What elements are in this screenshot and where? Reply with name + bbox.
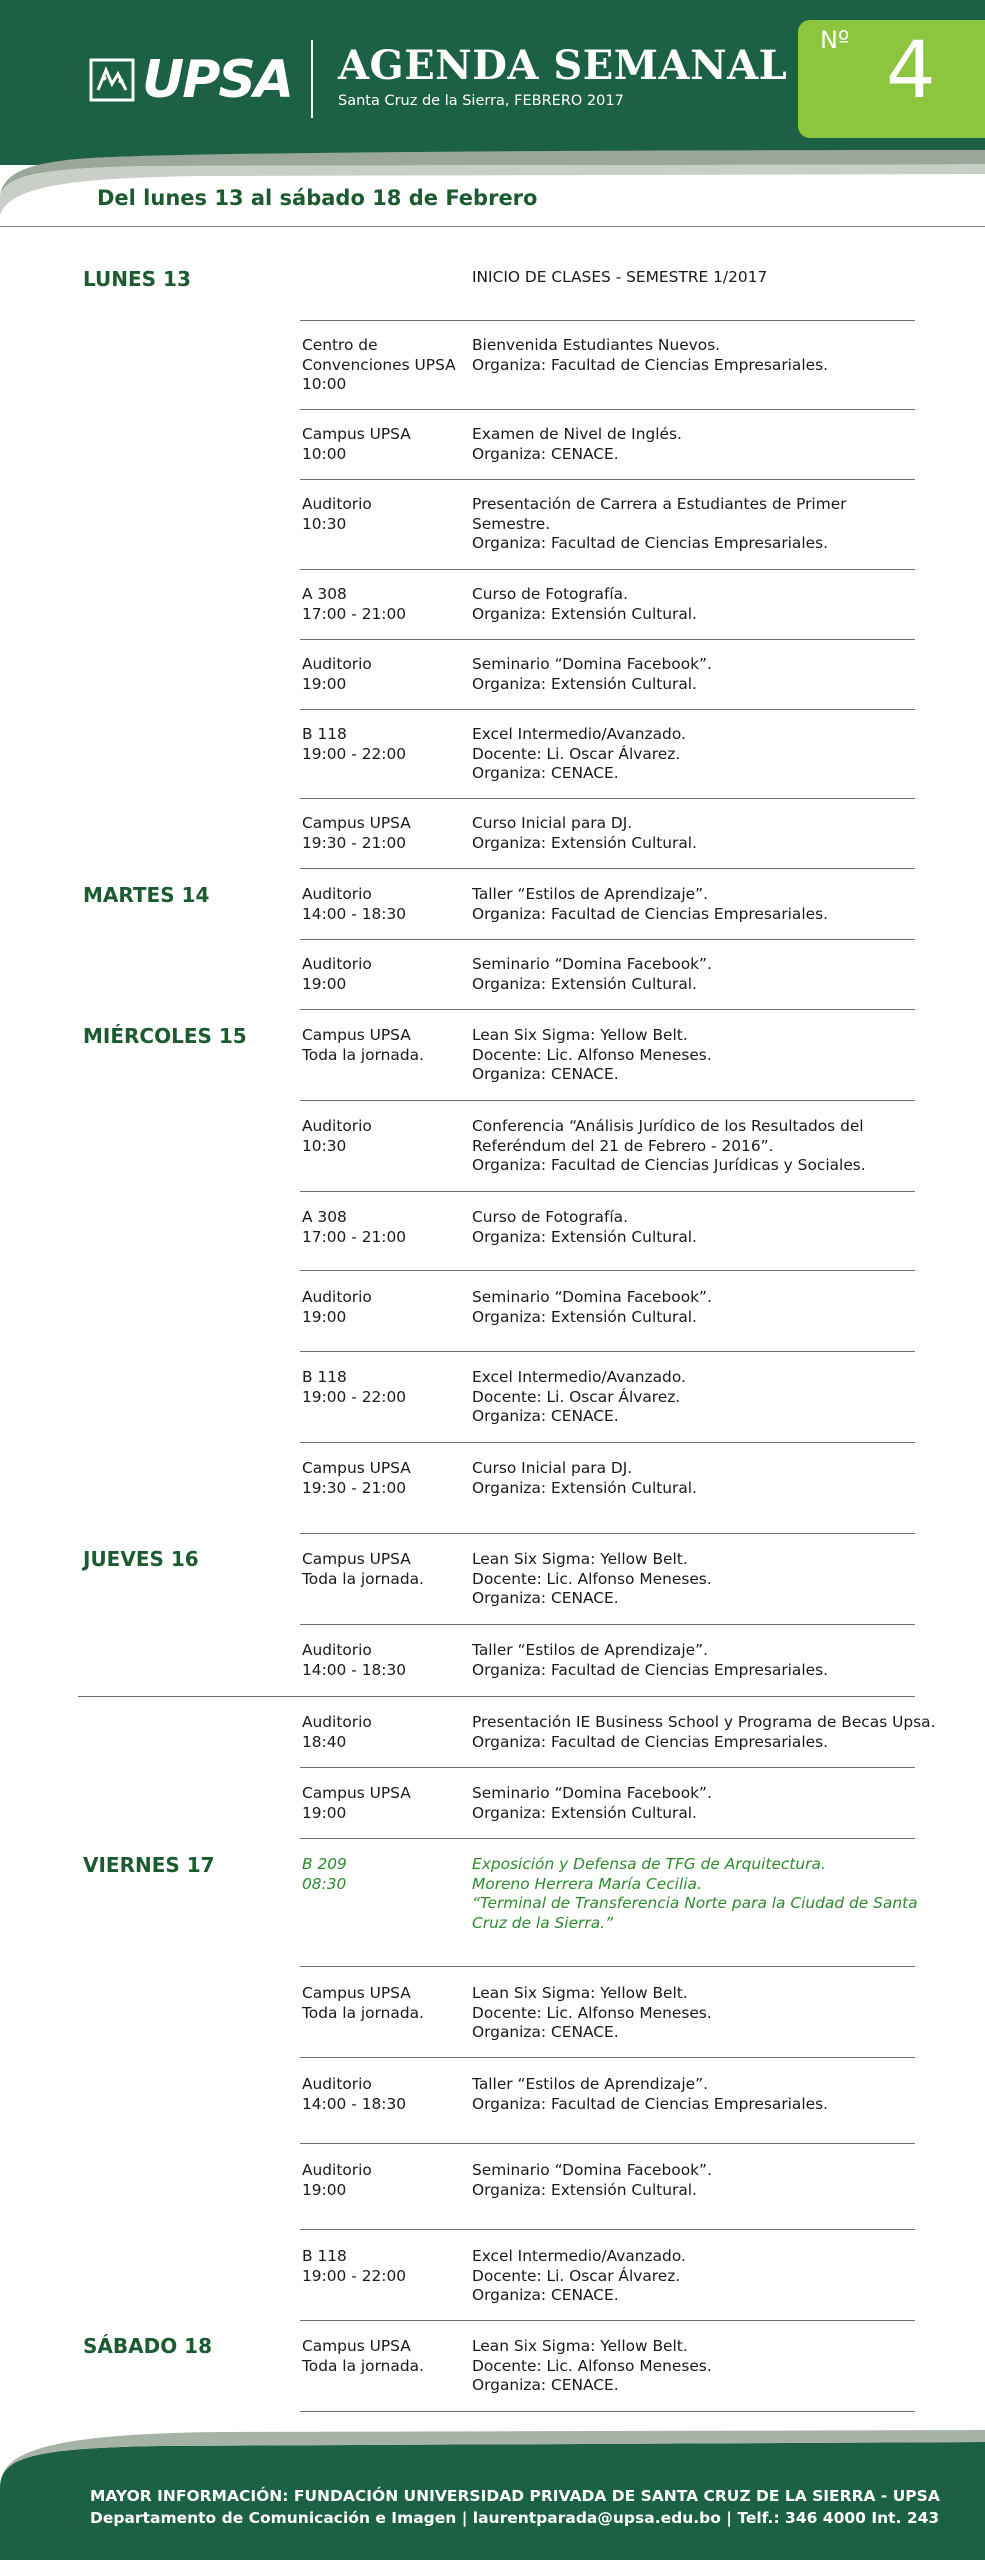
event-description-line: Organiza: Extensión Cultural. xyxy=(472,1227,697,1246)
event-place-line: 19:00 - 22:00 xyxy=(302,1387,407,1406)
separator xyxy=(300,2143,915,2144)
event-place-time xyxy=(302,495,467,534)
event-description-line: Organiza: Extensión Cultural. xyxy=(472,1478,697,1497)
event-place-time xyxy=(302,1713,467,1752)
event-place-line: 10:00 xyxy=(302,444,347,463)
event-place-time xyxy=(302,1984,467,2023)
event-description-line: Docente: Lic. Alfonso Meneses. xyxy=(472,2356,712,2375)
event-place-time xyxy=(302,336,467,395)
separator xyxy=(300,1191,915,1192)
event-place-time xyxy=(302,2337,467,2376)
event-description-line: Lean Six Sigma: Yellow Belt. xyxy=(472,1550,688,1568)
event-place-line: Auditorio xyxy=(302,955,372,973)
event-description xyxy=(472,1855,917,1933)
event-description-line: Docente: Li. Oscar Álvarez. xyxy=(472,1387,681,1406)
event-description-line: Moreno Herrera María Cecilia. xyxy=(472,1874,702,1893)
event-place-line: 14:00 - 18:30 xyxy=(302,904,407,923)
event-place-time xyxy=(302,814,467,853)
event-place-line: 10:30 xyxy=(302,1136,347,1155)
separator xyxy=(300,1624,915,1625)
event-place-line: B 118 xyxy=(302,1368,347,1386)
event-place-time xyxy=(302,1368,467,1407)
event-place-time xyxy=(302,725,467,764)
event-place-line: Auditorio xyxy=(302,2075,372,2093)
day-label: SÁBADO 18 xyxy=(83,2334,213,2358)
event-place-line: Campus UPSA xyxy=(302,1026,411,1044)
event-description xyxy=(472,1984,917,2043)
event-place-time xyxy=(302,1855,467,1894)
event-description xyxy=(472,1713,936,1752)
event-description-line: Organiza: CENACE. xyxy=(472,1065,619,1083)
event-place-line: Campus UPSA xyxy=(302,425,411,443)
event-description-line: Presentación de Carrera a Estudiantes de Primer xyxy=(472,495,847,513)
event-description-line: Organiza: Extensión Cultural. xyxy=(472,604,697,623)
separator xyxy=(300,2229,915,2230)
page-title: AGENDA SEMANAL xyxy=(338,42,788,89)
event-place-line: Campus UPSA xyxy=(302,1550,411,1568)
event-place-line: 19:00 xyxy=(302,1803,347,1822)
event-description xyxy=(472,1026,917,1085)
event-description-line: Organiza: Facultad de Ciencias Empresariales. xyxy=(472,1660,829,1679)
separator xyxy=(300,868,915,869)
event-description-line: Organiza: Facultad de Ciencias Empresariales. xyxy=(472,2094,829,2113)
footer xyxy=(0,2428,985,2560)
separator xyxy=(300,1009,915,1010)
separator xyxy=(300,1838,915,1839)
event-description xyxy=(472,336,917,375)
event-description-line: Taller “Estilos de Aprendizaje”. xyxy=(472,1641,708,1659)
event-place-line: Campus UPSA xyxy=(302,1784,411,1802)
event-place-line: 10:00 xyxy=(302,375,347,393)
separator xyxy=(300,1351,915,1352)
event-place-line: Auditorio xyxy=(302,495,372,513)
event-description-line: Cruz de la Sierra.” xyxy=(472,1913,613,1932)
separator xyxy=(300,939,915,940)
event-description-line: Organiza: CENACE. xyxy=(472,2376,619,2394)
event-description-line: Seminario “Domina Facebook”. xyxy=(472,1288,712,1306)
event-place-line: 19:00 - 22:00 xyxy=(302,744,407,763)
event-place-line: Campus UPSA xyxy=(302,1984,411,2002)
event-place-time xyxy=(302,885,467,924)
event-description xyxy=(472,2075,917,2114)
separator xyxy=(300,798,915,799)
event-place-line: B 118 xyxy=(302,725,347,743)
event-description xyxy=(472,1208,917,1247)
separator xyxy=(300,409,915,410)
footer-contact: Departamento de Comunicación e Imagen | laurentparada@upsa.edu.bo | Telf.: 346 4000 Int. 243 xyxy=(90,2509,940,2527)
event-description-line: Docente: Li. Oscar Álvarez. xyxy=(472,744,681,763)
header-divider xyxy=(311,40,313,118)
event-place-time xyxy=(302,1550,467,1589)
event-description xyxy=(472,814,917,853)
event-description-line: Conferencia “Análisis Jurídico de los Resultados del xyxy=(472,1117,864,1135)
separator xyxy=(300,569,915,570)
event-description-line: Curso de Fotografía. xyxy=(472,585,629,603)
event-place-line: Campus UPSA xyxy=(302,814,411,832)
event-place-time xyxy=(302,1117,467,1156)
separator xyxy=(300,639,915,640)
event-place-line: Toda la jornada. xyxy=(302,2003,424,2022)
event-place-line: Auditorio xyxy=(302,885,372,903)
event-description-line: Seminario “Domina Facebook”. xyxy=(472,2161,712,2179)
event-description-line: Organiza: Extensión Cultural. xyxy=(472,833,697,852)
separator xyxy=(300,1442,915,1443)
separator xyxy=(300,2411,915,2412)
event-place-line: 19:00 xyxy=(302,974,347,993)
event-place-time xyxy=(302,1026,467,1065)
event-description-line: Organiza: CENACE. xyxy=(472,444,619,463)
upsa-emblem-icon xyxy=(88,56,136,104)
event-description-line: Organiza: CENACE. xyxy=(472,2286,619,2304)
event-description-line: Examen de Nivel de Inglés. xyxy=(472,425,682,443)
event-description-line: Organiza: Extensión Cultural. xyxy=(472,974,697,993)
event-description xyxy=(472,1784,917,1823)
event-place-line: 19:00 - 22:00 xyxy=(302,2266,407,2285)
day-label: MARTES 14 xyxy=(83,883,210,907)
event-description xyxy=(472,1550,917,1609)
day-label: MIÉRCOLES 15 xyxy=(83,1024,247,1048)
event-description-line: Lean Six Sigma: Yellow Belt. xyxy=(472,1984,688,2002)
event-description xyxy=(472,655,917,694)
footer-info: MAYOR INFORMACIÓN: FUNDACIÓN UNIVERSIDAD PRIVADA DE SANTA CRUZ DE LA SIERRA - UPSA xyxy=(90,2487,940,2505)
separator xyxy=(300,1100,915,1101)
event-place-time xyxy=(302,2075,467,2114)
event-description-line: Organiza: Facultad de Ciencias Empresariales. xyxy=(472,1732,829,1751)
event-place-line: 17:00 - 21:00 xyxy=(302,1227,407,1246)
event-place-line: 10:30 xyxy=(302,514,347,533)
event-description-line: Organiza: Extensión Cultural. xyxy=(472,674,697,693)
event-place-line: 14:00 - 18:30 xyxy=(302,1660,407,1679)
separator xyxy=(300,1966,915,1967)
event-place-line: Campus UPSA xyxy=(302,2337,411,2355)
separator xyxy=(300,320,915,321)
event-place-line: Toda la jornada. xyxy=(302,1569,424,1588)
event-place-line: Toda la jornada. xyxy=(302,2356,424,2375)
event-description-line: Docente: Li. Oscar Álvarez. xyxy=(472,2266,681,2285)
event-place-time xyxy=(302,425,467,464)
event-description xyxy=(472,2247,917,2306)
event-place-line: Toda la jornada. xyxy=(302,1045,424,1064)
event-place-time xyxy=(302,585,467,624)
event-place-time xyxy=(302,1784,467,1823)
event-place-line: 19:00 xyxy=(302,2180,347,2199)
logo-text: UPSA xyxy=(142,50,293,110)
event-description-line: Organiza: Extensión Cultural. xyxy=(472,1803,697,1822)
day-label: VIERNES 17 xyxy=(83,1853,215,1877)
event-description xyxy=(472,1641,917,1680)
event-place-time xyxy=(302,1459,467,1498)
separator xyxy=(300,2057,915,2058)
event-description-line: Excel Intermedio/Avanzado. xyxy=(472,725,686,743)
separator xyxy=(300,709,915,710)
event-description-line: Curso Inicial para DJ. xyxy=(472,814,633,832)
event-description-line: Semestre. xyxy=(472,514,551,533)
event-description xyxy=(472,1459,917,1498)
event-description-line: Excel Intermedio/Avanzado. xyxy=(472,2247,686,2265)
event-description xyxy=(472,2337,917,2396)
separator xyxy=(300,1533,915,1534)
event-place-line: A 308 xyxy=(302,585,347,603)
event-description xyxy=(472,425,917,464)
event-place-line: 19:30 - 21:00 xyxy=(302,1478,407,1497)
separator xyxy=(300,1270,915,1271)
event-description xyxy=(472,2161,917,2200)
event-description-line: Seminario “Domina Facebook”. xyxy=(472,955,712,973)
event-description-line: Organiza: Facultad de Ciencias Empresariales. xyxy=(472,355,829,374)
event-description xyxy=(472,585,917,624)
event-place-line: 19:00 xyxy=(302,1307,347,1326)
event-place-line: A 308 xyxy=(302,1208,347,1226)
event-place-time xyxy=(302,1641,467,1680)
event-place-line: Campus UPSA xyxy=(302,1459,411,1477)
event-description-line: Organiza: Extensión Cultural. xyxy=(472,2180,697,2199)
event-description-line: Organiza: CENACE. xyxy=(472,1407,619,1425)
event-description xyxy=(472,725,917,784)
event-place-line: 19:00 xyxy=(302,674,347,693)
event-place-line: 17:00 - 21:00 xyxy=(302,604,407,623)
separator xyxy=(300,479,915,480)
event-description-line: Taller “Estilos de Aprendizaje”. xyxy=(472,885,708,903)
event-description xyxy=(472,1368,917,1427)
divider xyxy=(0,226,985,227)
event-description-line: Taller “Estilos de Aprendizaje”. xyxy=(472,2075,708,2093)
event-place-line: 19:30 - 21:00 xyxy=(302,833,407,852)
separator xyxy=(300,1767,915,1768)
event-place-line: B 209 xyxy=(302,1855,347,1873)
day-label: LUNES 13 xyxy=(83,267,191,291)
issue-number-label: Nº xyxy=(820,26,850,54)
event-place-time xyxy=(302,2247,467,2286)
event-description-line: Curso Inicial para DJ. xyxy=(472,1459,633,1477)
upsa-logo xyxy=(88,50,298,110)
event-place-line: Auditorio xyxy=(302,655,372,673)
event-description-line: INICIO DE CLASES - SEMESTRE 1/2017 xyxy=(472,268,768,286)
event-place-time xyxy=(302,1208,467,1247)
day-label: JUEVES 16 xyxy=(83,1547,199,1571)
week-range-title: Del lunes 13 al sábado 18 de Febrero xyxy=(97,186,538,210)
event-place-time xyxy=(302,955,467,994)
event-place-line: 18:40 xyxy=(302,1732,347,1751)
event-place-line: Auditorio xyxy=(302,1288,372,1306)
separator xyxy=(78,1696,915,1697)
event-place-line: 14:00 - 18:30 xyxy=(302,2094,407,2113)
separator xyxy=(300,2320,915,2321)
event-place-line: B 118 xyxy=(302,2247,347,2265)
event-description-line: “Terminal de Transferencia Norte para la Ciudad de Santa xyxy=(472,1894,918,1912)
event-place-line: Convenciones UPSA xyxy=(302,355,456,374)
event-description-line: Organiza: Facultad de Ciencias Jurídicas y Sociales. xyxy=(472,1156,866,1174)
event-description xyxy=(472,495,917,554)
event-description-line: Bienvenida Estudiantes Nuevos. xyxy=(472,336,721,354)
event-description-line: Organiza: Facultad de Ciencias Empresariales. xyxy=(472,904,829,923)
event-place-line: 08:30 xyxy=(302,1874,347,1893)
event-description-line: Docente: Lic. Alfonso Meneses. xyxy=(472,1045,712,1064)
event-description-line: Referéndum del 21 de Febrero - 2016”. xyxy=(472,1136,774,1155)
event-place-line: Auditorio xyxy=(302,1117,372,1135)
event-description-line: Organiza: Extensión Cultural. xyxy=(472,1307,697,1326)
event-description-line: Exposición y Defensa de TFG de Arquitectura. xyxy=(472,1855,826,1873)
event-description-line: Lean Six Sigma: Yellow Belt. xyxy=(472,1026,688,1044)
event-description-line: Docente: Lic. Alfonso Meneses. xyxy=(472,1569,712,1588)
event-place-time xyxy=(302,1288,467,1327)
event-description-line: Excel Intermedio/Avanzado. xyxy=(472,1368,686,1386)
event-place-line: Auditorio xyxy=(302,1641,372,1659)
event-description xyxy=(472,885,917,924)
event-description-line: Presentación IE Business School y Programa de Becas Upsa. xyxy=(472,1713,936,1731)
event-description-line: Seminario “Domina Facebook”. xyxy=(472,655,712,673)
event-description-line: Seminario “Domina Facebook”. xyxy=(472,1784,712,1802)
event-description xyxy=(472,1117,917,1176)
issue-number-badge xyxy=(798,20,985,138)
event-description xyxy=(472,1288,917,1327)
event-description-line: Docente: Lic. Alfonso Meneses. xyxy=(472,2003,712,2022)
event-place-time xyxy=(302,655,467,694)
event-place-line: Auditorio xyxy=(302,2161,372,2179)
event-description-line: Lean Six Sigma: Yellow Belt. xyxy=(472,2337,688,2355)
event-description xyxy=(472,268,917,288)
event-place-time xyxy=(302,2161,467,2200)
page-subtitle: Santa Cruz de la Sierra, FEBRERO 2017 xyxy=(338,93,624,109)
event-place-line: Centro de xyxy=(302,336,378,354)
event-description-line: Curso de Fotografía. xyxy=(472,1208,629,1226)
event-description-line: Organiza: CENACE. xyxy=(472,764,619,782)
event-description xyxy=(472,955,917,994)
event-place-line: Auditorio xyxy=(302,1713,372,1731)
event-description-line: Organiza: CENACE. xyxy=(472,1589,619,1607)
issue-number: 4 xyxy=(886,26,936,116)
event-description-line: Organiza: Facultad de Ciencias Empresariales. xyxy=(472,534,829,552)
event-description-line: Organiza: CENACE. xyxy=(472,2023,619,2041)
